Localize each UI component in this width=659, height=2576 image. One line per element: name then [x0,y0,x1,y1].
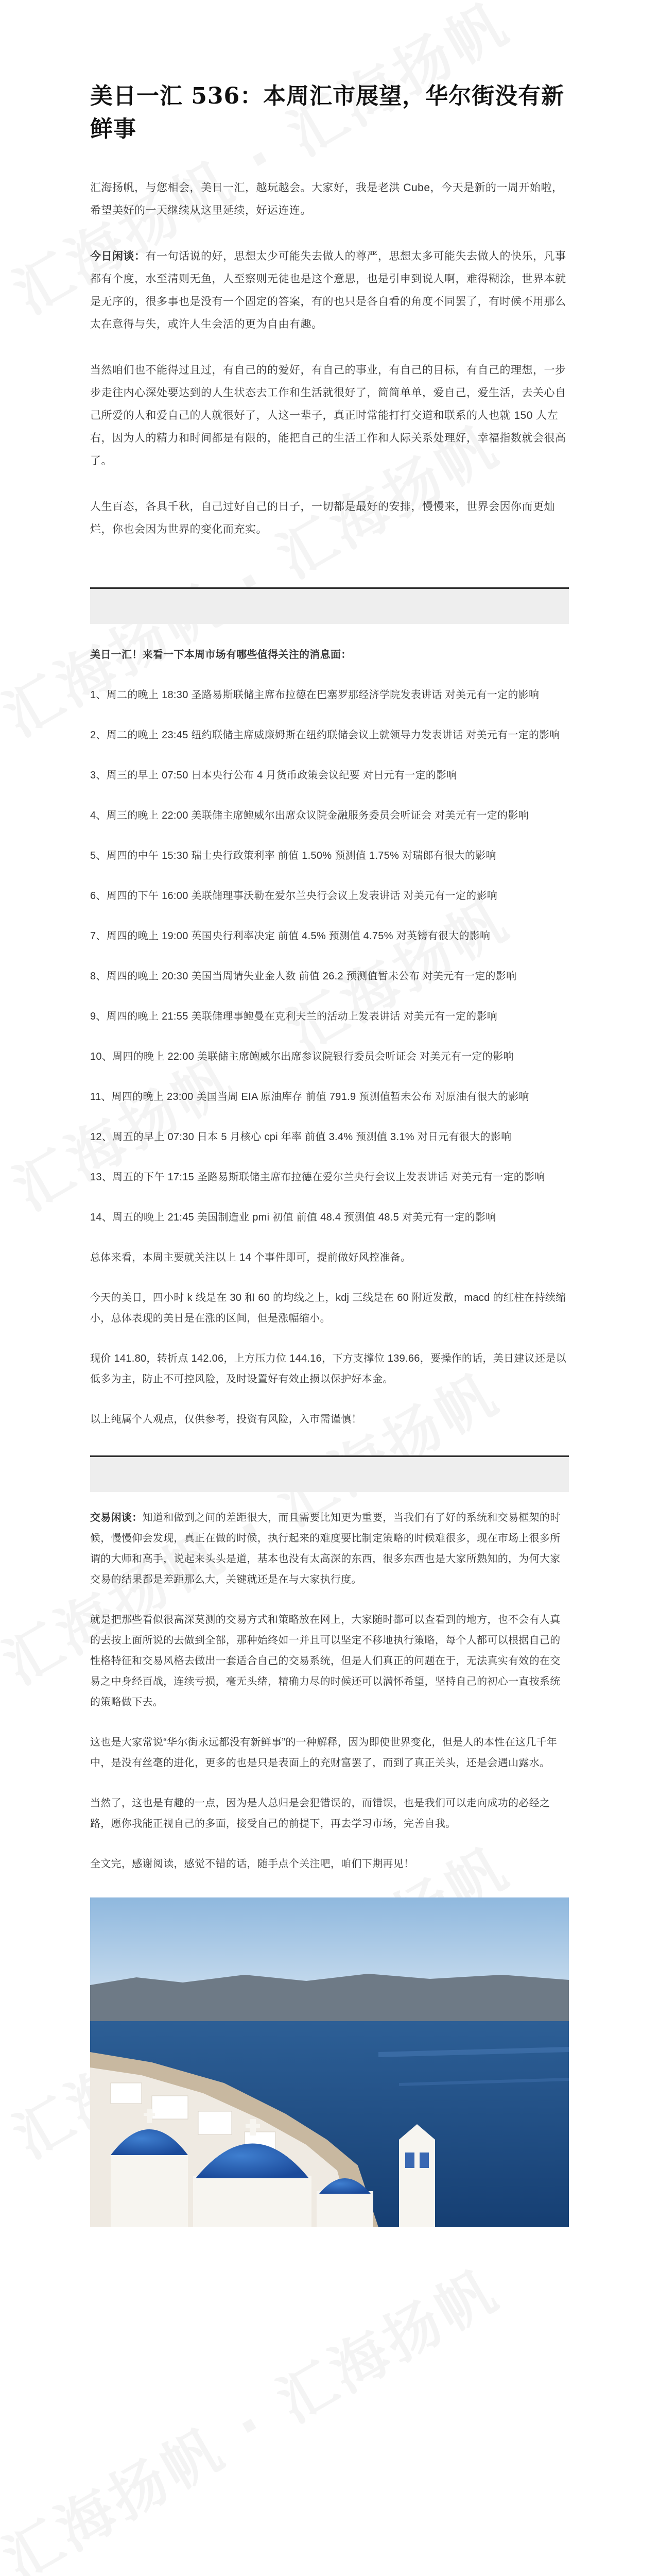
event-item: 7、周四的晚上 19:00 英国央行利率决定 前值 4.5% 预测值 4.75% 对英镑有很大的影响 [90,930,491,942]
event-item: 8、周四的晚上 20:30 美国当周请失业金人数 前值 26.2 预测值暂未公布 对美元有一定的影响 [90,971,517,982]
events-intro: 美日一汇！来看一下本周市场有哪些值得关注的消息面： [90,649,352,660]
reading-text: 有一句话说的好，思想太少可能失去做人的尊严，思想太多可能失去做人的快乐，凡事都有个度，水至清则无鱼，人至察则无徒也是这个意思，也是引申到说人啊，难得糊涂，世界本就是无序的，很多事也是没有一个固定的答案，有的也只是各自看的角度不同罢了，有时候不用那么太在意得与失，或许人生会活的更为自由有趣。 [90,250,566,330]
closing-paragraph: 全文完，感谢阅读，感觉不错的话，随手点个关注吧，咱们下期再见！ [90,1858,414,1870]
reading-label: 今日闲谈： [90,250,146,262]
event-item: 9、周四的晚上 21:55 美联储理事鲍曼在克利夫兰的活动上发表讲话 对美元有一定的影响 [90,1011,498,1022]
section-divider [90,587,569,624]
reading-paragraph [90,245,569,336]
santorini-photo [90,1897,569,2227]
trading-label: 交易闲谈： [90,1512,143,1523]
event-item: 11、周四的晚上 23:00 美国当周 EIA 原油库存 前值 791.9 预测值暂未公布 对原油有很大的影响 [90,1091,529,1103]
event-item: 4、周三的晚上 22:00 美联储主席鲍威尔出席众议院金融服务委员会听证会 对美元有一定的影响 [90,810,529,821]
event-item: 1、周二的晚上 18:30 圣路易斯联储主席布拉德在巴塞罗那经济学院发表讲话 对美元有一定的影响 [90,689,540,701]
event-item: 14、周五的晚上 21:45 美国制造业 pmi 初值 前值 48.4 预测值 48.5 对美元有一定的影响 [90,1212,496,1223]
event-item: 6、周四的下午 16:00 美联储理事沃勒在爱尔兰央行会议上发表讲话 对美元有一定的影响 [90,890,498,902]
event-item: 2、周二的晚上 23:45 纽约联储主席威廉姆斯在纽约联储会议上就领导力发表讲话 对美元有一定的影响 [90,730,560,741]
article-title: 美日一汇 536：本周汇市展望，华尔街没有新鲜事 [90,83,565,142]
event-item: 5、周四的中午 15:30 瑞士央行政策利率 前值 1.50% 预测值 1.75% 对瑞郎有很大的影响 [90,850,496,861]
section-divider-2 [90,1455,569,1492]
execution-paragraph: 就是把那些看似很高深莫测的交易方式和策略放在网上，大家随时都可以查看到的地方，也不会有人真的去按上面所说的去做到全部，那种始终如一并且可以坚定不移地执行策略，每个人都可以根据自己的性格特征和交易风格去做出一套适合自己的交易系统，但是人们真正的问题在于，无法真实有效的在交易之中身经百战，连续亏损，毫无头绪，精确力尽的时候还可以满怀希望，坚持自己的初心一直按系统的策略做下去。 [90,1614,561,1708]
event-item: 13、周五的下午 17:15 圣路易斯联储主席布拉德在爱尔兰央行会议上发表讲话 对美元有一定的影响 [90,1172,545,1183]
analysis-paragraph-2: 现价 141.80，转折点 142.06，上方压力位 144.16，下方支撑位 139.66，要操作的话，美日建议还是以低多为主，防止不可控风险，及时设置好有效止损以保护好本金。 [90,1353,566,1385]
trading-text: 知道和做到之间的差距很大，而且需要比知更为重要，当我们有了好的系统和交易框架的时候，慢慢仰会发现，真正在做的时候，执行起来的难度要比制定策略的时候难很多，现在市场上很多所谓的大师和高手，说起来头头是道，基本也没有太高深的东西，很多东西也是大家所熟知的，为何大家交易的结果都是差距那么大，关键就还是在与大家执行度。 [90,1512,561,1585]
life-paragraph: 当然咱们也不能得过且过，有自己的的爱好，有自己的事业，有自己的目标，有自己的理想，一步步走往内心深处要达到的人生状态去工作和生活就很好了，简简单单，爱自己，爱生活，去关心自己所爱的人和爱自己的人就很好了，人这一辈子，真正时常能打打交道和联系的人也就 150 人左右，因为人的精力和时间都是有限的，能把自己的生活工作和人际关系处理好，幸福指数就会很高了。 [90,364,566,467]
event-item: 12、周五的早上 07:30 日本 5 月核心 cpi 年率 前值 3.4% 预测值 3.1% 对日元有很大的影响 [90,1131,512,1143]
disclaimer: 以上纯属个人观点，仅供参考，投资有风险，入市需谨慎！ [90,1414,362,1425]
analysis-paragraph-1: 今天的美日，四小时 k 线是在 30 和 60 的均线之上，kdj 三线是在 60 附近发散，macd 的红柱在持续缩小，总体表现的美日是在涨的区间，但是涨幅缩小。 [90,1292,566,1324]
event-item: 3、周三的早上 07:50 日本央行公布 4 月货币政策会议纪要 对日元有一定的影响 [90,770,457,781]
intro-paragraph: 汇海扬帆，与您相会，美日一汇，越玩越会。大家好，我是老洪 Cube，今天是新的一周开始啦，希望美好的一天继续从这里延续，好运连连。 [90,182,563,216]
trading-paragraph [90,1507,569,1590]
life-summary-paragraph: 人生百态，各具千秋，自己过好自己的日子，一切都是最好的安排，慢慢来，世界会因你而更灿烂，你也会因为世界的变化而充实。 [90,501,555,535]
events-list [90,665,569,1228]
article-content [90,0,569,2227]
events-summary: 总体来看，本周主要就关注以上 14 个事件即可，提前做好风控准备。 [90,1252,411,1263]
event-item: 10、周四的晚上 22:00 美联储主席鲍威尔出席参议院银行委员会听证会 对美元有一定的影响 [90,1051,514,1062]
wallstreet-paragraph: 这也是大家常说“华尔街永远都没有新鲜事”的一种解释，因为即使世界变化，但是人的本性在这几千年中，是没有丝毫的进化，更多的也是只是表面上的充财富罢了，而到了真正关头，还是会遇山露水。 [90,1737,558,1769]
ending-paragraph: 当然了，这也是有趣的一点，因为是人总归是会犯错误的，而错误，也是我们可以走向成功的必经之路，愿你我能正视自己的多面，接受自己的前提下，再去学习市场，完善自我。 [90,1798,550,1829]
